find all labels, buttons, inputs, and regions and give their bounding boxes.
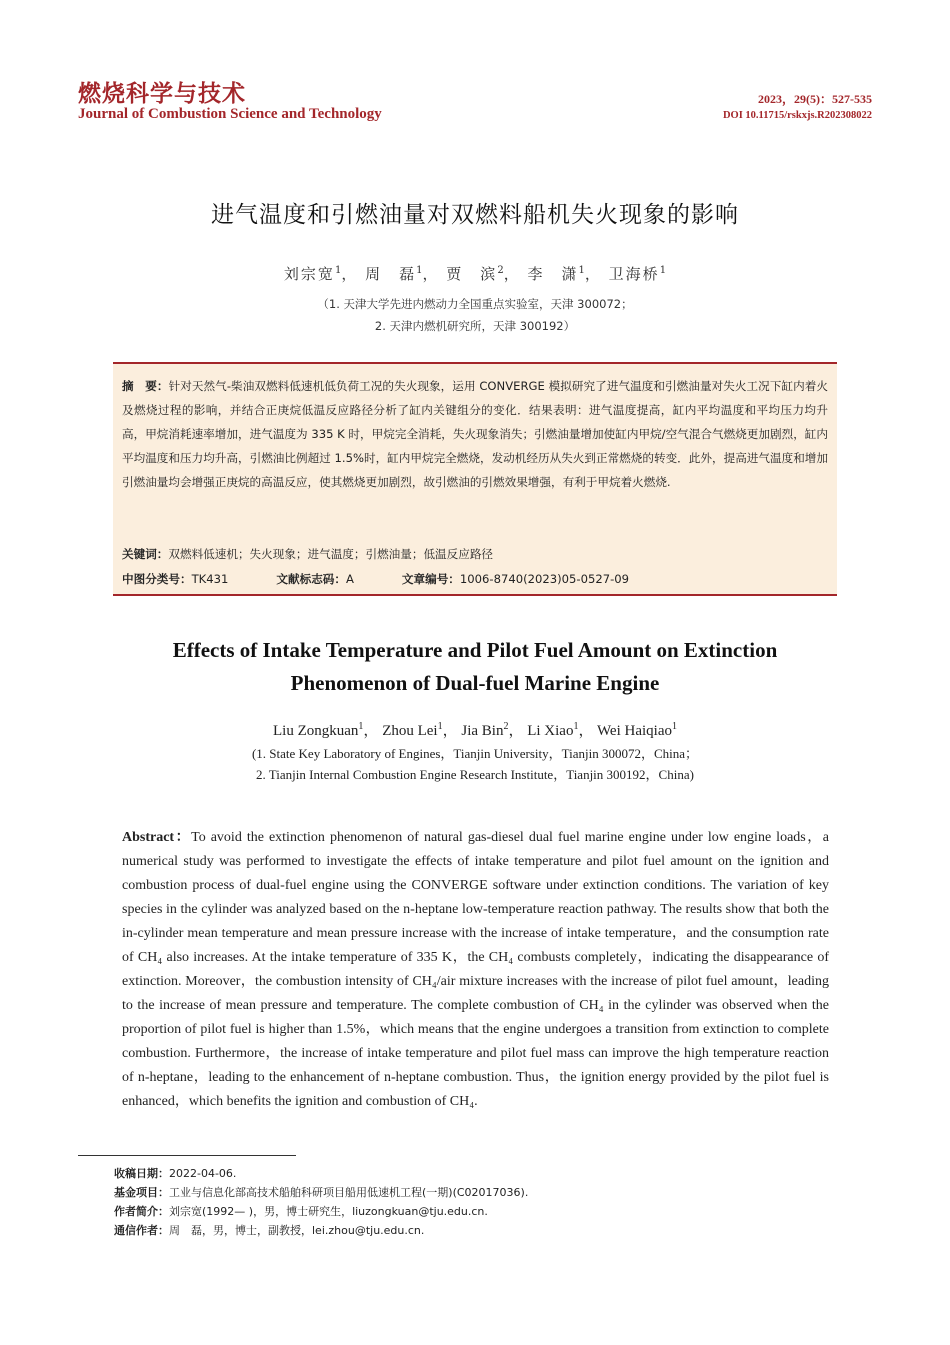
keywords-cn — [122, 542, 828, 566]
doc-code-label: 文献标志码： — [276, 572, 346, 586]
clc-label: 中图分类号： — [122, 572, 192, 586]
author-affil-mark: 1 — [334, 265, 342, 276]
author-name-en: Liu Zongkuan — [273, 723, 359, 739]
author-name: 周 磊 — [365, 265, 417, 283]
author-affil-mark: 1 — [437, 721, 443, 732]
author-list-en — [0, 719, 950, 740]
author-separator: ， — [341, 265, 359, 283]
footnote-received — [114, 1164, 236, 1183]
footnote-text: 刘宗宽(1992— )，男，博士研究生，liuzongkuan@tju.edu.cn. — [169, 1205, 488, 1218]
paper-title-en — [0, 634, 950, 700]
author-separator: ， — [442, 723, 458, 739]
author-name: 卫海桥 — [608, 265, 660, 283]
author-name: 刘宗宽 — [283, 265, 335, 283]
author-separator: ， — [363, 723, 379, 739]
author-affil-mark: 1 — [358, 721, 364, 732]
author-affil-mark: 2 — [503, 721, 509, 732]
paper-title-en-line-2: Phenomenon of Dual-fuel Marine Engine — [290, 671, 660, 695]
author-separator: ， — [422, 265, 440, 283]
abstract-cn — [122, 374, 828, 494]
doc-code-value: A — [345, 572, 354, 586]
author-name-en: Jia Bin — [461, 723, 504, 739]
issue-info: 2023，29(5)：527-535 — [758, 92, 872, 106]
footnote-funding — [114, 1183, 528, 1202]
author-separator: ， — [578, 723, 594, 739]
footnote-label: 作者简介： — [114, 1205, 169, 1218]
article-id-value: 1006-8740(2023)05-0527-09 — [459, 572, 630, 586]
journal-title-cn: 燃烧科学与技术 — [78, 81, 246, 107]
footnote-corresponding — [114, 1221, 424, 1240]
affiliation-en-1: (1. State Key Laboratory of Engines，Tianjin University，Tianjin 300072，China； — [251, 746, 699, 761]
author-name-en: Wei Haiqiao — [596, 723, 672, 739]
footnote-text: 2022-04-06. — [169, 1167, 237, 1180]
paper-title-cn: 进气温度和引燃油量对双燃料船机失火现象的影响 — [211, 202, 739, 228]
author-affil-mark: 1 — [573, 721, 579, 732]
author-name-en: Li Xiao — [527, 723, 574, 739]
abstract-cn-text: 针对天然气-柴油双燃料低速机低负荷工况的失火现象，运用 CONVERGE 模拟研究了进气温度和引燃油量对失火工况下缸内着火及燃烧过程的影响，并结合正庚烷低温反应路径分析了缸内关键组分的变化．结果表明：进气温度提高，缸内平均温度和平均压力均升高，甲烷消耗速率增加，进气温度为 335 K 时，甲烷完全消耗，失火现象消失；引燃油量增加使缸内甲烷/空气混合气燃烧更加剧烈，缸内平均温度和压力均升高，引燃油比例超过 1.5%时，缸内甲烷完全燃烧，发动机经历从失火到正常燃烧的转变．此外，提高进气温度和增加引燃油量均会增强正庚烷的高温反应，使其燃烧更加剧烈，故引燃油的引燃效果增强，有利于甲烷着火燃烧. — [122, 379, 828, 489]
clc-value: TK431 — [191, 572, 229, 586]
doi: DOI 10.11715/rskxjs.R202308022 — [722, 110, 872, 121]
abstract-en-text: To avoid the extinction phenomenon of natural gas-diesel dual fuel marine engine under low engine loads，a numerical study was performed to investigate the effects of intake temperature and pilot fuel amount on the ignition and combustion process of dual-fuel engine using the CONVERGE software under extinction conditions. The variation of key species in the cylinder was analyzed based on the n-heptane low-temperature reaction pathway. The results show that both the in-cylinder mean temperature and mean pressure increase with the increase of intake temperature，and the consumption rate of CH₄ also increases. At the intake temperature of 335 K，the CH₄ combusts completely，indicating the disappearance of extinction. Moreover，the combustion intensity of CH₄/air mixture increases with the increase of pilot fuel amount，leading to the increase of mean pressure and temperature. The complete combustion of CH₄ in the cylinder was observed when the proportion of pilot fuel is higher than 1.5%，which means that the engine undergoes a transition from extinction to complete combustion. Furthermore，the increase of intake temperature and pilot fuel mass can improve the high temperature reaction of n-heptane，leading to the enhancement of n-heptane combustion. Thus，the ignition energy provided by the pilot fuel is enhanced，which benefits the ignition and combustion of CH₄. — [122, 830, 829, 1109]
author-affil-mark: 1 — [578, 265, 585, 276]
affiliation-cn-1: （1. 天津大学先进内燃动力全国重点实验室，天津 300072； — [317, 297, 633, 311]
author-separator: ， — [584, 265, 602, 283]
author-name: 李 潇 — [527, 265, 579, 283]
author-separator: ， — [503, 265, 521, 283]
author-separator: ， — [508, 723, 524, 739]
abstract-en — [122, 826, 829, 1114]
footnote-divider — [78, 1155, 296, 1156]
author-affil-mark: 2 — [497, 265, 504, 276]
affiliation-cn-2: 2. 天津内燃机研究所，天津 300192） — [374, 319, 576, 333]
article-id-label: 文章编号： — [401, 572, 460, 586]
journal-title-en: Journal of Combustion Science and Technology — [78, 106, 382, 122]
abstract-box-cn — [113, 362, 837, 596]
author-name-en: Zhou Lei — [382, 723, 438, 739]
author-affil-mark: 1 — [671, 721, 677, 732]
keywords-cn-text: 双燃料低速机；失火现象；进气温度；引燃油量；低温反应路径 — [168, 547, 494, 561]
paper-title-en-line-1: Effects of Intake Temperature and Pilot Fuel Amount on Extinction — [172, 638, 778, 662]
author-affil-mark: 1 — [659, 265, 667, 276]
abstract-en-label: Abstract： — [122, 830, 192, 845]
affiliation-en-2: 2. Tianjin Internal Combustion Engine Research Institute，Tianjin 300192，China) — [256, 767, 694, 782]
author-name: 贾 滨 — [446, 265, 498, 283]
footnote-label: 基金项目： — [114, 1186, 169, 1199]
footnote-author-bio — [114, 1202, 488, 1221]
footnote-label: 通信作者： — [114, 1224, 169, 1237]
keywords-cn-label: 关键词： — [122, 547, 169, 561]
author-list-cn — [0, 263, 950, 284]
author-affil-mark: 1 — [416, 265, 423, 276]
footnote-text: 周 磊，男，博士，副教授，lei.zhou@tju.edu.cn. — [169, 1224, 425, 1237]
footnote-label: 收稿日期： — [114, 1167, 169, 1180]
footnote-text: 工业与信息化部高技术船舶科研项目船用低速机工程(一期)(C02017036). — [169, 1186, 529, 1199]
classification-line — [122, 567, 629, 591]
abstract-cn-label: 摘 要： — [122, 379, 169, 393]
